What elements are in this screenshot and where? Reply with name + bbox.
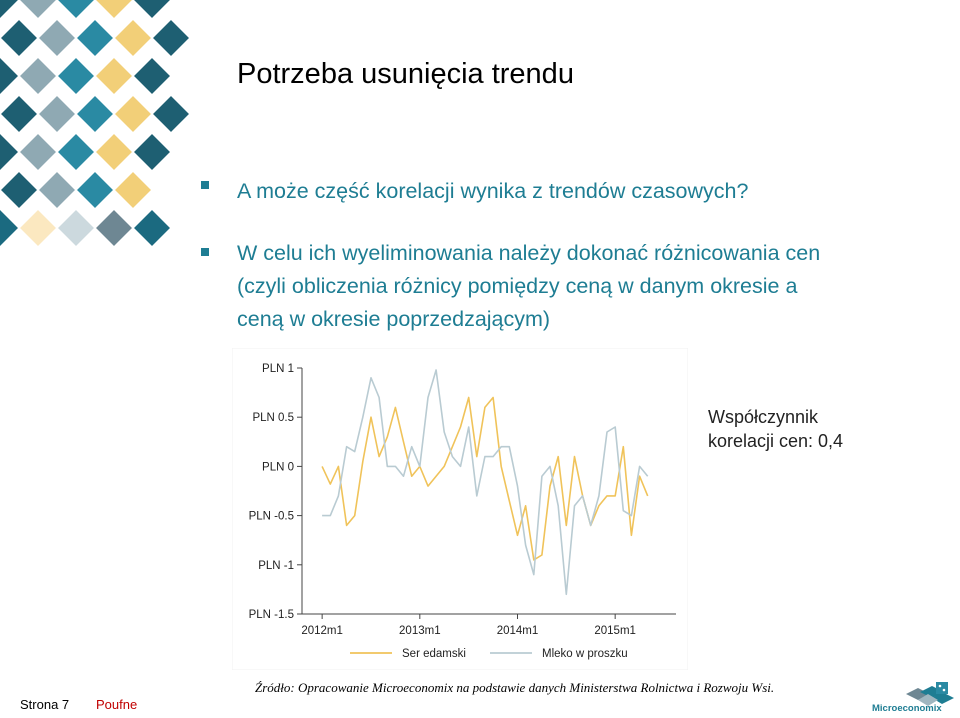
y-tick-label: PLN -0.5: [248, 510, 294, 523]
source-note: Źródło: Opracowanie Microeconomix na podstawie danych Ministerstwa Rolnictwa i Rozwoju Wsi.: [255, 680, 775, 695]
x-tick-label: 2013m1: [399, 625, 441, 637]
mosaic-tile: [76, 19, 114, 57]
y-tick-label: PLN 0: [262, 461, 294, 474]
x-tick-label: 2015m1: [594, 625, 636, 637]
logo-text: Microeconomix: [872, 703, 942, 714]
mosaic-tile: [57, 57, 95, 95]
mosaic-tile: [0, 57, 19, 95]
mosaic-tile: [0, 95, 38, 133]
decorative-mosaic: [0, 0, 200, 260]
mosaic-tile: [38, 171, 76, 209]
mosaic-tile: [114, 171, 152, 209]
mosaic-tile: [95, 57, 133, 95]
mosaic-tile: [19, 209, 57, 247]
mosaic-tile: [133, 133, 171, 171]
mosaic-tile: [38, 95, 76, 133]
mosaic-tile: [133, 209, 171, 247]
x-tick-label: 2014m1: [496, 625, 539, 637]
bullet-text-2-line-2: (czyli obliczenia różnicy pomiędzy ceną w danym okresie a: [237, 274, 798, 298]
y-tick-label: PLN -1: [258, 559, 294, 572]
mosaic-tile: [19, 0, 57, 19]
legend-label: Mleko w proszku: [542, 648, 628, 660]
mosaic-tile: [19, 57, 57, 95]
bullet-marker: [201, 248, 209, 256]
mosaic-tile: [76, 171, 114, 209]
mosaic-tile: [0, 209, 19, 247]
correlation-annotation: [708, 405, 843, 453]
confidential-label: Poufne: [96, 697, 138, 712]
mosaic-tile: [152, 19, 190, 57]
mosaic-tile: [133, 0, 171, 19]
price-difference-line-chart: [232, 348, 688, 670]
bullet-marker: [201, 181, 209, 189]
mosaic-tile: [57, 209, 95, 247]
mosaic-tile: [57, 0, 95, 19]
mosaic-tile: [95, 209, 133, 247]
page-number: Strona 7: [20, 697, 70, 712]
mosaic-tile: [133, 57, 171, 95]
y-tick-label: PLN -1.5: [248, 609, 294, 621]
correlation-line-1: Współczynnik: [708, 407, 819, 427]
bullet-text-2-line-1: W celu ich wyeliminowania należy dokonać różnicowania cen: [237, 241, 821, 265]
mosaic-tile: [0, 171, 38, 209]
mosaic-tile: [76, 95, 114, 133]
mosaic-tile: [0, 0, 19, 19]
legend-label: Ser edamski: [402, 648, 466, 660]
mosaic-tile: [152, 95, 190, 133]
mosaic-tile: [114, 19, 152, 57]
mosaic-tile: [95, 133, 133, 171]
y-tick-label: PLN 0.5: [252, 412, 294, 425]
slide-title: Potrzeba usunięcia trendu: [237, 58, 574, 90]
mosaic-tile: [95, 0, 133, 19]
mosaic-tile: [19, 133, 57, 171]
bullet-text-1: A może część korelacji wynika z trendów czasowych?: [237, 179, 749, 203]
mosaic-tile: [38, 19, 76, 57]
chart-background: [232, 348, 688, 670]
mosaic-tile: [114, 95, 152, 133]
mosaic-tile: [0, 133, 19, 171]
correlation-line-2: korelacji cen: 0,4: [708, 431, 844, 451]
y-tick-label: PLN 1: [262, 363, 294, 375]
mosaic-tile: [0, 19, 38, 57]
mosaic-tile: [57, 133, 95, 171]
x-tick-label: 2012m1: [301, 625, 343, 637]
bullet-text-2-line-3: ceną w okresie poprzedzającym): [237, 307, 551, 331]
